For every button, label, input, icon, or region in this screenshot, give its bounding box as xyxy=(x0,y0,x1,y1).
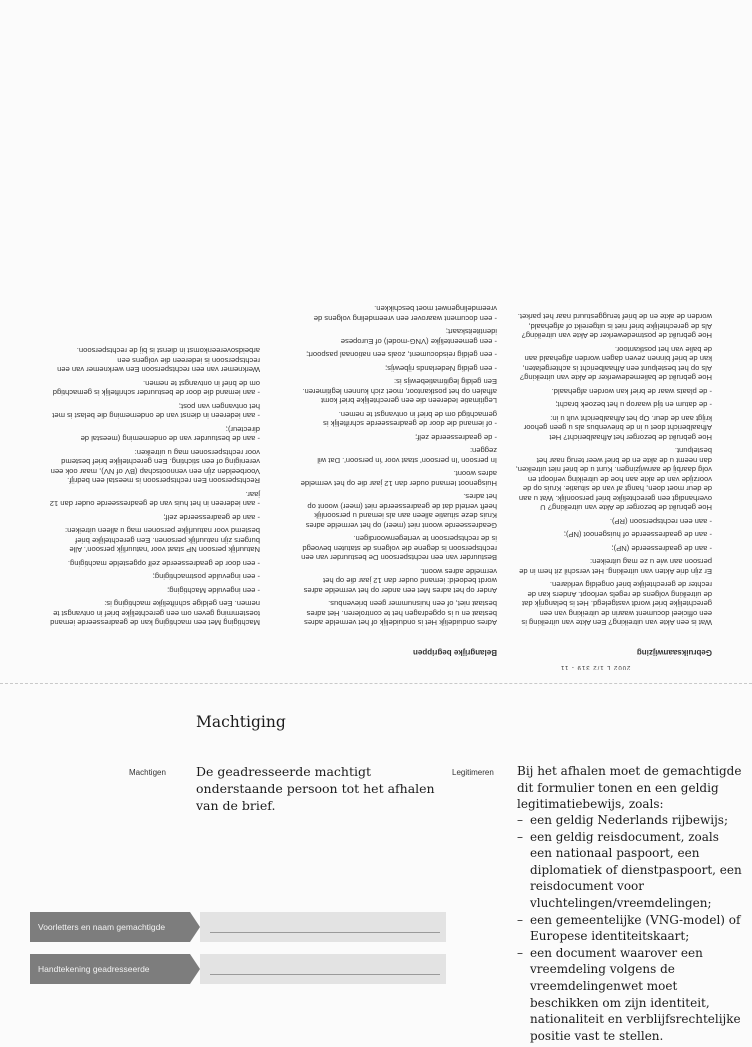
section-heading: Belangrijke begrippen xyxy=(412,648,497,657)
paragraph: - aan een rechtspersoon (RP). xyxy=(609,517,712,526)
paragraph: - aan de geadresseerde (NP); xyxy=(611,544,712,553)
paragraph: - een geldig reisdocument, zoals een nationaal paspoort; xyxy=(306,350,497,360)
signature-field-input[interactable] xyxy=(200,954,446,984)
paragraph: - een geldig Nederlands rijbewijs; xyxy=(385,364,497,373)
paragraph: Wat is een Akte van uitreiking? Een Akte van uitreiking is een officieel document waarin de uitreiking van een gerechtelijke brief wordt vastgelegd. Het is belangrijk dat de uitreiking volgens de regels verloopt. Anders kan de rechter de gerechtelijke brief ongeldig verklaren. xyxy=(521,580,712,628)
folio: 2002 L 1/2 319 - 11 xyxy=(560,664,631,671)
paragraph: - een ingevulde Machtiging; xyxy=(167,586,260,595)
write-line xyxy=(210,932,440,933)
instructions-column-3 xyxy=(45,342,260,657)
paragraph: - aan de geadresseerde zelf; xyxy=(163,513,260,522)
paragraph: Adres onduidelijk Het is onduidelijk of het vermelde adres bestaat en u is opgedragen het te controleren. Het adres bestaat niet, of een huisnummer geen brievenbus. xyxy=(304,599,497,628)
name-field-input[interactable] xyxy=(200,912,446,942)
paragraph: - de plaats waar de brief kan worden afgehaald. xyxy=(551,387,712,396)
write-line xyxy=(210,974,440,975)
paragraph: - aan iemand die door de bestuurder schriftelijk is gemachtigd om de brief in ontvangst te nemen. xyxy=(52,379,260,398)
section-heading: Gebruiksaanwijzing xyxy=(636,648,712,657)
paragraph: Geadresseerde woont niet (meer) op het vermelde adres Kruis deze situatie alleen aan als iemand u persoonlijk heeft verteld dat de geadresseerde niet (meer) woont op het adres. xyxy=(305,492,497,530)
list-item: – een gemeentelijke (VNG-model) of Europese identiteitskaart; xyxy=(517,912,742,945)
legitimeren-label: Legitimeren xyxy=(452,768,494,777)
paragraph: - een door de geadresseerde zelf opgestelde machtiging. xyxy=(67,559,260,568)
paragraph: - of iemand die door de geadresseerde schriftelijk is gemachtigd om de brief in ontvangst te nemen. xyxy=(323,410,497,429)
paragraph: - de geadresseerde zelf; xyxy=(415,433,497,442)
paragraph: Ander op het adres Met een ander op het vermelde adres wordt bedoeld: iemand ouder dan 12 jaar die op het vermelde adres woont. xyxy=(303,567,497,595)
instructions-column-2 xyxy=(299,300,497,657)
paragraph: - aan de geadresseerde of huisgenoot (NP); xyxy=(563,530,712,540)
paragraph: - de datum en tijd waarop u het bezoek bracht; xyxy=(555,400,712,410)
paragraph: Hoe gebruikt de bezorger de Akte van uitreiking? U overhandigt een gerechtelijke brief persoonlijk. Wat u aan de deur moet doen, hangt af van de situatie. Kruis op de voorzijde van de akte aan hoe de uitreiking verloopt en volg daarbij de aanwijzingen. Kunt u de brief niet uitreiken, dan neemt u de akte en de brief weer terug naar het bestelpunt. xyxy=(515,446,712,513)
paragraph: Hoe gebruikt de baliemedewerker de Akte van uitreiking? Als op het bestelpunt een Afhaalbericht is achtergelaten, kan de brief binnen zeven dagen worden afgehaald aan de balie van het postkantoor. xyxy=(519,345,712,383)
paragraph: - een document waarover een vreemdeling volgens de vreemdelingenwet moet beschikken. xyxy=(313,304,497,323)
instructions-column-1 xyxy=(514,308,712,657)
section-heading xyxy=(45,648,260,658)
machtigen-text: De geadresseerde machtigt onderstaande persoon tot het afhalen van de brief. xyxy=(196,764,435,813)
paragraph: Legitimatie Iedereen die een gerechtelijke brief komt afhalen op het postkantoor, moet zich kunnen legitimeren. Een geldig legitimatiebewijs is: xyxy=(302,377,497,406)
paragraph: Machtiging Met een machtiging kan de geadresseerde iemand toestemming geven om een gerechtelijke brief in ontvangst te nemen. Een geldige schriftelijke machtiging is: xyxy=(50,599,260,628)
paragraph: Werknemer van een rechtspersoon Een werknemer van een rechtspersoon is iedereen die volgens een arbeidsovereenkomst in dienst is bij de rechtspersoon. xyxy=(57,346,260,375)
list-item: – een document waarover een vreemdeling volgens de vreemdelingenwet moet beschikken om zijn identiteit, nationaliteit en verblijfsrechtelijke positie vast te stellen. xyxy=(517,945,742,1045)
perforation-line xyxy=(0,683,752,684)
paragraph: Hoe gebruikt de postmedewerker de Akte van uitreiking? Als de gerechtelijke brief niet is uitgereikt of afgehaald, worden de akte en de brief teruggestuurd naar het parket. xyxy=(517,312,712,341)
name-field-label: Voorletters en naam gemachtigde xyxy=(30,912,190,942)
list-item: – een geldig Nederlands rijbewijs; xyxy=(517,812,742,829)
legitimation-list xyxy=(517,812,742,1044)
paragraph: Huisgenoot Iemand ouder dan 12 jaar die op het vermelde adres woont. xyxy=(300,469,497,488)
signature-field-row xyxy=(30,954,446,984)
paragraph: Bestuurder van een rechtspersoon De bestuurder van een rechtspersoon is degene die volgens de statuten bevoegd is de rechtspersoon te vertegenwoordigen. xyxy=(301,534,497,563)
paragraph: In persoon 'In persoon' staat voor 'in persoon'. Dat wil zeggen: xyxy=(317,446,497,465)
paragraph: - een ingevulde postmachtiging; xyxy=(152,572,260,582)
machtigen-label: Machtigen xyxy=(129,768,166,777)
paragraph: - een gemeentelijke (VNG-model) of Europese identiteitskaart; xyxy=(340,327,497,346)
paragraph: - aan de bestuurder van de onderneming (meestal de directeur); xyxy=(80,425,260,444)
paragraph: Natuurlijk persoon NP staat voor 'natuurlijk persoon'. Alle burgers zijn natuurlijk personen. Een gerechtelijke brief bestemd voor natuurlijke personen mag u alleen uitreiken: xyxy=(64,526,260,555)
form-title: Machtiging xyxy=(196,713,286,731)
paragraph: Rechtspersoon Een rechtspersoon is meestal een bedrijf. Voorbeelden zijn een vennootschap (BV of NV), maar ook een vereniging of een stichting. Een gerechtelijke brief bestemd voor rechtspersonen mag u uitreiken: xyxy=(50,448,260,486)
name-field-row xyxy=(30,912,446,942)
list-item: – een geldig reisdocument, zoals een nationaal paspoort, een diplomatiek of dienstpaspoort, een reisdocument voor vluchtelingen/vreemdelingen; xyxy=(517,829,742,912)
paragraph: Er zijn drie Akten van uitreiking. Het verschil zit hem in de persoon aan wie u ze mag uitreiken: xyxy=(519,557,712,576)
paragraph: - aan iedereen in het huis van de geadresseerde ouder dan 12 jaar. xyxy=(49,490,260,509)
legitimeren-intro: Bij het afhalen moet de gemachtigde dit formulier tonen en een geldig legitimatiebewijs, zoals: xyxy=(517,764,742,812)
paragraph: - aan iedereen in dienst van de onderneming die belast is met het ontvangen van post; xyxy=(52,402,260,421)
paragraph: Hoe gebruikt de bezorger het Afhaalbericht? Het Afhaalbericht doet u in de brievenbus als u geen gehoor krijgt aan de deur. Op het Afhaalbericht vult u in: xyxy=(523,414,712,442)
signature-field-label: Handtekening geadresseerde xyxy=(30,954,190,984)
